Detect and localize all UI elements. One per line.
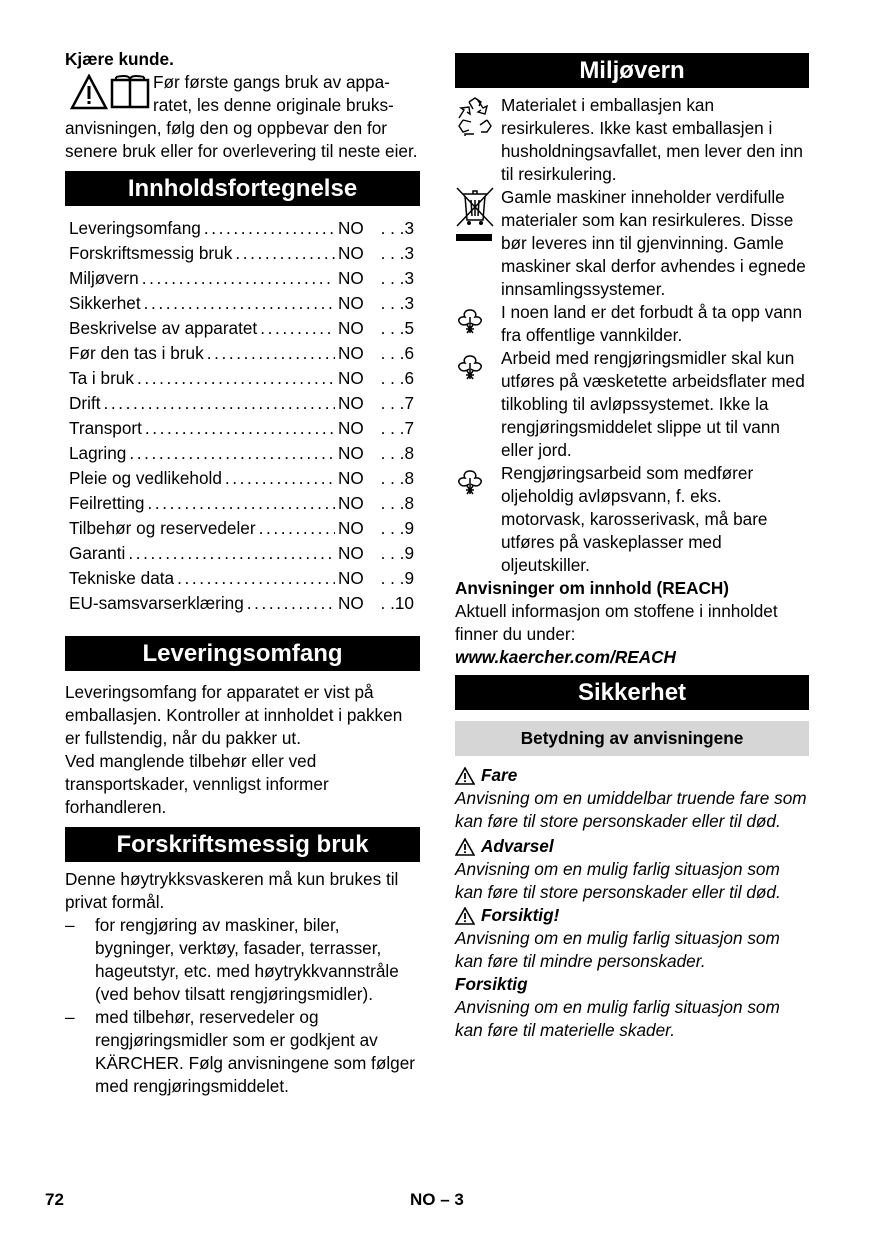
section-page-number: NO – 3 — [410, 1190, 464, 1209]
toc-entry-language: NO — [338, 293, 364, 313]
toc-entry[interactable] — [69, 341, 414, 366]
environment-item-text: Gamle maskiner inneholder verdifulle materialer som kan resirkuleres. Disse bør leveres inn til gjenvinning. Gamle maskiner skal derfor avhendes i egnede innsamlingssystemer. — [501, 187, 806, 299]
toc-entry-title: Transport — [69, 418, 142, 438]
delivery-text-1: Leveringsomfang for apparatet er vist på emballasjen. Kontroller at innholdet i pakken er fullstendig, når du pakker ut. — [65, 682, 403, 748]
toc-leader-dots — [104, 391, 335, 416]
reach-link[interactable]: www.kaercher.com/REACH — [455, 647, 676, 667]
toc-entry[interactable] — [69, 466, 414, 491]
warning-manual-icon — [70, 74, 150, 112]
toc-entry-language: NO — [338, 443, 364, 463]
toc-entry-page: . . .8 — [380, 468, 414, 488]
toc-leader-dots — [225, 466, 335, 491]
toc-entry-title: Pleie og vedlikehold — [69, 468, 222, 488]
safety-level — [455, 904, 809, 973]
toc-entry-language: NO — [338, 268, 364, 288]
toc-entry-title: Ta i bruk — [69, 368, 134, 388]
toc-entry-page: . . .8 — [380, 493, 414, 513]
safety-level — [455, 973, 809, 1042]
toc-entry[interactable] — [69, 291, 414, 316]
list-item-text: med tilbehør, reservedeler og rengjøringsmidler som er godkjent av KÄRCHER. Følg anvisningene som følger med rengjøringsmiddelet. — [95, 1007, 415, 1096]
safety-level-text: Anvisning om en umiddelbar truende fare som kan føre til store personskader eller til død. — [455, 788, 807, 831]
intro-greeting: Kjære kunde. — [65, 49, 174, 69]
safety-level-text: Anvisning om en mulig farlig situasjon som kan føre til store personskader eller til død. — [455, 859, 781, 902]
toc-entry[interactable] — [69, 491, 414, 516]
toc-entry-language: NO — [338, 593, 364, 613]
oil-drop-icon — [455, 468, 485, 498]
delivery-text-2: Ved manglende tilbehør eller ved transportskader, vennligst informer forhandleren. — [65, 751, 329, 817]
reach-heading: Anvisninger om innhold (REACH) — [455, 578, 730, 598]
toc-entry[interactable] — [69, 366, 414, 391]
warning-triangle-icon — [455, 838, 475, 856]
toc-leader-dots — [247, 591, 335, 616]
toc-entry-page: . . .9 — [380, 518, 414, 538]
toc-entry[interactable] — [69, 541, 414, 566]
toc-leader-dots — [235, 241, 335, 266]
toc-entry-language: NO — [338, 243, 364, 263]
environment-item — [455, 301, 809, 347]
safety-level — [455, 764, 809, 833]
proper-use-heading: Forskriftsmessig bruk — [65, 827, 420, 862]
toc-entry-title: Tilbehør og reservedeler — [69, 518, 256, 538]
safety-level-text: Anvisning om en mulig farlig situasjon som kan føre til materielle skader. — [455, 997, 780, 1040]
toc-entry-page: . .10 — [380, 593, 414, 613]
toc-entry[interactable] — [69, 516, 414, 541]
toc-entry-language: NO — [338, 418, 364, 438]
toc-entry-language: NO — [338, 543, 364, 563]
proper-use-intro: Denne høytrykksvaskeren må kun brukes til privat formål. — [65, 869, 399, 912]
crossed-bin-icon — [455, 186, 495, 248]
table-of-contents — [69, 216, 414, 616]
toc-leader-dots — [129, 441, 335, 466]
toc-entry[interactable] — [69, 316, 414, 341]
environment-item — [455, 347, 809, 462]
delivery-heading: Leveringsomfang — [65, 636, 420, 671]
toc-entry[interactable] — [69, 266, 414, 291]
list-item-text: for rengjøring av maskiner, biler, bygninger, verktøy, fasader, terrasser, hageutstyr, etc. med høytrykkvannstråle (ved behov tilsatt rengjøringsmidler). — [95, 915, 399, 1004]
toc-leader-dots — [137, 366, 335, 391]
toc-leader-dots — [147, 491, 335, 516]
environment-item-text: Arbeid med rengjøringsmidler skal kun utføres på væsketette arbeidsflater med tilkobling til avløpssystemet. Ikke la rengjøringsmiddelet slippe ut til vann eller jord. — [501, 348, 805, 460]
reach-text: Aktuell informasjon om stoffene i innholdet finner du under: — [455, 601, 778, 644]
safety-subheading: Betydning av anvisningene — [455, 721, 809, 756]
list-item — [65, 1006, 420, 1098]
toc-entry[interactable] — [69, 566, 414, 591]
toc-entry-page: . . .8 — [380, 443, 414, 463]
toc-leader-dots — [144, 291, 335, 316]
toc-entry[interactable] — [69, 441, 414, 466]
warning-triangle-icon — [455, 767, 475, 785]
toc-heading: Innholdsfortegnelse — [65, 171, 420, 206]
list-item — [65, 914, 420, 1006]
toc-entry-language: NO — [338, 368, 364, 388]
toc-leader-dots — [142, 266, 335, 291]
toc-entry-title: Sikkerhet — [69, 293, 141, 313]
toc-entry-page: . . .3 — [380, 293, 414, 313]
toc-entry-page: . . .6 — [380, 368, 414, 388]
page-number: 72 — [45, 1190, 64, 1209]
left-column — [65, 48, 420, 1098]
toc-entry[interactable] — [69, 391, 414, 416]
list-dash: – — [65, 915, 75, 935]
toc-entry[interactable] — [69, 591, 414, 616]
toc-entry-language: NO — [338, 343, 364, 363]
toc-leader-dots — [145, 416, 335, 441]
toc-entry-title: Forskriftsmessig bruk — [69, 243, 233, 263]
recycle-icon — [455, 96, 495, 136]
intro-line1: Før første gangs bruk av appa- — [153, 72, 390, 92]
safety-heading: Sikkerhet — [455, 675, 809, 710]
toc-entry-page: . . .3 — [380, 243, 414, 263]
toc-leader-dots — [177, 566, 335, 591]
toc-entry-page: . . .3 — [380, 218, 414, 238]
safety-level-text: Anvisning om en mulig farlig situasjon som kan føre til mindre personskader. — [455, 928, 780, 971]
toc-entry-title: Drift — [69, 393, 101, 413]
toc-entry-language: NO — [338, 318, 364, 338]
safety-level-title: Forsiktig! — [481, 905, 560, 925]
toc-entry-title: Lagring — [69, 443, 127, 463]
toc-entry[interactable] — [69, 241, 414, 266]
toc-entry-page: . . .3 — [380, 268, 414, 288]
toc-entry-title: Beskrivelse av apparatet — [69, 318, 258, 338]
environment-item — [455, 186, 809, 301]
toc-leader-dots — [260, 316, 335, 341]
toc-entry-title: Garanti — [69, 543, 126, 563]
toc-entry-title: Miljøvern — [69, 268, 139, 288]
toc-entry-language: NO — [338, 393, 364, 413]
environment-item-text: I noen land er det forbudt å ta opp vann fra offentlige vannkilder. — [501, 302, 803, 345]
toc-entry-title: Leveringsomfang — [69, 218, 201, 238]
toc-leader-dots — [128, 541, 335, 566]
toc-entry-language: NO — [338, 568, 364, 588]
toc-entry-title: EU-samsvarserklæring — [69, 593, 244, 613]
toc-entry-page: . . .9 — [380, 543, 414, 563]
environment-item-text: Rengjøringsarbeid som medfører oljeholdig avløpsvann, f. eks. motorvask, karosserivask, må bare utføres på vaskeplasser med oljeutskiller. — [501, 463, 768, 575]
toc-entry-language: NO — [338, 493, 364, 513]
toc-entry-title: Tekniske data — [69, 568, 175, 588]
environment-heading: Miljøvern — [455, 53, 809, 88]
environment-item — [455, 94, 809, 186]
toc-entry-title: Feilretting — [69, 493, 145, 513]
toc-leader-dots — [204, 216, 335, 241]
intro-line2: ratet, les denne originale bruks- — [153, 95, 394, 115]
list-dash: – — [65, 1007, 75, 1027]
toc-entry-page: . . .5 — [380, 318, 414, 338]
warning-triangle-icon — [455, 907, 475, 925]
toc-entry-page: . . .7 — [380, 418, 414, 438]
toc-entry-title: Før den tas i bruk — [69, 343, 204, 363]
right-column — [455, 53, 809, 1042]
toc-leader-dots — [259, 516, 335, 541]
toc-entry-language: NO — [338, 468, 364, 488]
environment-item-text: Materialet i emballasjen kan resirkuleres. Ikke kast emballasjen i husholdningsavfallet, men lever den inn til resirkulering. — [501, 95, 803, 184]
oil-drop-icon — [455, 353, 485, 383]
intro-rest: anvisningen, følg den og oppbevar den for senere bruk eller for overlevering til neste eier. — [65, 118, 418, 161]
toc-entry-language: NO — [338, 218, 364, 238]
environment-item — [455, 462, 809, 577]
intro — [65, 48, 420, 163]
toc-leader-dots — [207, 341, 335, 366]
toc-entry[interactable] — [69, 416, 414, 441]
safety-level-title: Fare — [481, 765, 518, 785]
safety-level-title: Forsiktig — [455, 974, 528, 994]
safety-level — [455, 835, 809, 904]
safety-level-title: Advarsel — [481, 836, 554, 856]
toc-entry-language: NO — [338, 518, 364, 538]
toc-entry[interactable] — [69, 216, 414, 241]
oil-drop-icon — [455, 307, 485, 337]
toc-entry-page: . . .7 — [380, 393, 414, 413]
toc-entry-page: . . .9 — [380, 568, 414, 588]
toc-entry-page: . . .6 — [380, 343, 414, 363]
